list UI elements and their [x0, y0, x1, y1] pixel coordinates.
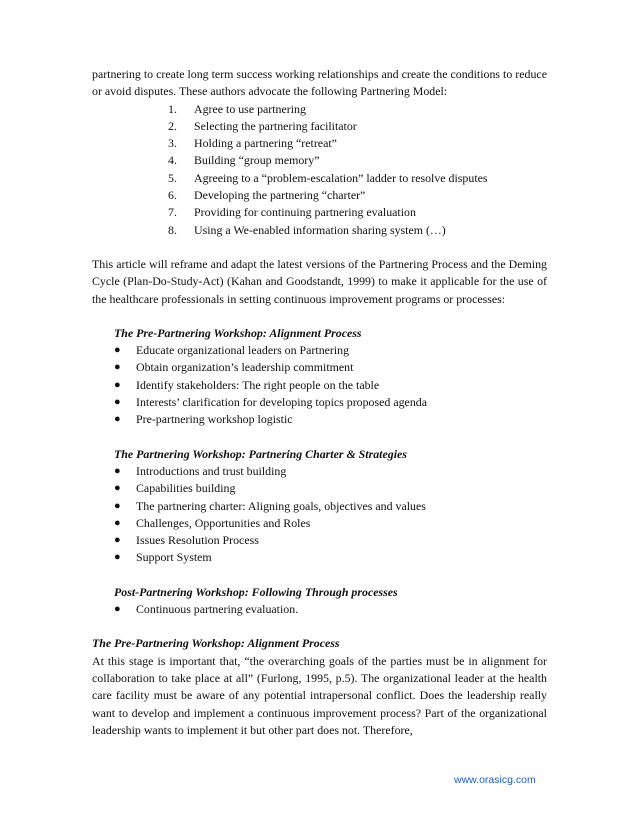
section-pre-partnering — [92, 325, 547, 429]
list-item: 4. Building “group memory” — [168, 153, 320, 168]
list-item: ● Support System — [114, 549, 547, 566]
list-item: 1. Agree to use partnering — [168, 101, 306, 116]
section-title: The Partnering Workshop: Partnering Charter & Strategies — [114, 446, 407, 461]
bullet-icon: ● — [114, 516, 121, 529]
list-item: ● Issues Resolution Process — [114, 532, 547, 549]
bullet-icon: ● — [114, 378, 121, 391]
bullet-icon: ● — [114, 361, 121, 374]
bullet-icon: ● — [114, 464, 121, 477]
list-item: 3. Holding a partnering “retreat” — [168, 136, 337, 151]
bullet-icon: ● — [114, 413, 121, 426]
section-partnering-workshop — [92, 446, 547, 567]
bullet-list — [114, 342, 547, 428]
document-body — [92, 66, 547, 739]
list-item: ● Obtain organization’s leadership commitment — [114, 359, 547, 376]
list-item: ● Interests’ clarification for developing topics proposed agenda — [114, 394, 547, 411]
intro-paragraph: partnering to create long term success working relationships and create the conditions to reduce or avoid disputes. These authors advocate the following Partnering Model: — [92, 67, 547, 99]
list-item: 2. Selecting the partnering facilitator — [168, 118, 357, 133]
list-item: ● Identify stakeholders: The right people on the table — [114, 377, 547, 394]
footer-url[interactable]: www.orasicg.com — [454, 774, 536, 786]
list-item: ● Educate organizational leaders on Partnering — [114, 342, 547, 359]
list-item: ● Pre-partnering workshop logistic — [114, 411, 547, 428]
section-post-partnering — [92, 584, 547, 619]
section-title: The Pre-Partnering Workshop: Alignment Process — [114, 325, 362, 340]
bullet-list — [114, 601, 547, 618]
bullet-icon: ● — [114, 603, 121, 616]
list-item: 8. Using a We-enabled information sharing system (…) — [168, 222, 446, 237]
alignment-heading: The Pre-Partnering Workshop: Alignment Process — [92, 636, 340, 651]
bullet-icon: ● — [114, 499, 121, 512]
section-title: Post-Partnering Workshop: Following Through processes — [114, 584, 398, 599]
bullet-icon: ● — [114, 482, 121, 495]
list-item: 7. Providing for continuing partnering evaluation — [168, 205, 416, 220]
bullet-icon: ● — [114, 534, 121, 547]
reframe-paragraph: This article will reframe and adapt the latest versions of the Partnering Process and the Deming Cycle (Plan-Do-Study-Act) (Kahan and Goodstandt, 1999) to make it applicable for the use of the healthcare professionals in setting continuous improvement programs or processes: — [92, 256, 547, 306]
list-item: ● Challenges, Opportunities and Roles — [114, 515, 547, 532]
alignment-paragraph: At this stage is important that, “the overarching goals of the parties must be in alignment for collaboration to take place at all” (Furlong, 1995, p.5). The organizational leader at the health care facility must be aware of any potential intrapersonal conflict. Does the leadership really want to develop and implement a continuous improvement process? Part of the organizational leadership wants to implement it but other part does not. Therefore, — [92, 653, 547, 737]
list-item: ● Introductions and trust building — [114, 463, 547, 480]
list-item: ● Capabilities building — [114, 480, 547, 497]
bullet-icon: ● — [114, 344, 121, 357]
list-item: 6. Developing the partnering “charter” — [168, 188, 366, 203]
list-item: ● The partnering charter: Aligning goals, objectives and values — [114, 498, 547, 515]
bullet-icon: ● — [114, 551, 121, 564]
bullet-icon: ● — [114, 396, 121, 409]
partnering-model-list — [92, 101, 547, 239]
bullet-list — [114, 463, 547, 567]
list-item: ● Continuous partnering evaluation. — [114, 601, 547, 618]
list-item: 5. Agreeing to a “problem-escalation” ladder to resolve disputes — [168, 170, 488, 185]
